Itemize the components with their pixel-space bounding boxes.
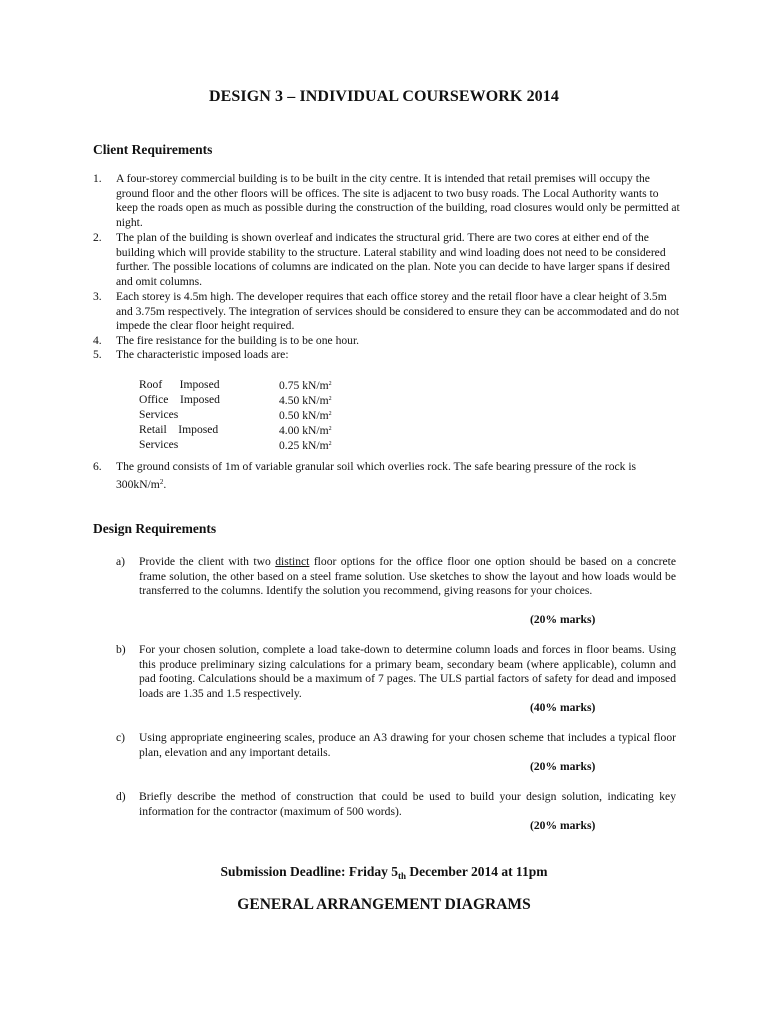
- load-name: Retail Imposed: [139, 423, 219, 436]
- design-item-c: [116, 731, 676, 760]
- document-title: DESIGN 3 – INDIVIDUAL COURSEWORK 2014: [209, 88, 559, 105]
- load-value: 0.75 $kN/m^2$: [279, 379, 332, 392]
- submission-deadline: Submission Deadline: Friday $5_{th}$ December 2014 at 11pm: [220, 864, 548, 881]
- item-text: The characteristic imposed loads are:: [116, 348, 289, 361]
- load-name: Services: [139, 438, 179, 451]
- item-text: Provide the client with two distinct floor options for the office floor one option should be based on a concrete frame solution, the other based on a steel frame solution. Use sketches to show the layout and how loads would be transferred to the columns. Identify the solution you recommend, giving reasons for your choices.: [139, 555, 676, 598]
- item-number: 5.: [93, 348, 102, 361]
- marks-label-d: (20% marks): [530, 819, 596, 832]
- load-value: 0.50 $kN/m^2$: [279, 409, 332, 422]
- client-requirements-heading: Client Requirements: [93, 142, 213, 157]
- load-row: [139, 392, 369, 407]
- item-text: A four-storey commercial building is to be built in the city centre. It is intended that retail premises will occupy the ground floor and the other floors will be offices. The site is adjacent to two busy roads. The Local Authority wants to keep the roads open as much as possible during the construction of the building, road closures would only be permitted at night.: [116, 172, 680, 229]
- load-row: [139, 377, 369, 392]
- design-item-a: [116, 555, 676, 599]
- item-text: The fire resistance for the building is to be one hour.: [116, 334, 360, 347]
- load-name: Roof Imposed: [139, 378, 220, 391]
- load-value: 0.25 $kN/m^2$: [279, 439, 332, 452]
- item-text: Using appropriate engineering scales, produce an A3 drawing for your chosen scheme that includes a typical floor plan, elevation and any important details.: [139, 731, 676, 759]
- client-item-4: [93, 334, 683, 349]
- client-item-1: [93, 172, 683, 230]
- client-item-3: [93, 290, 683, 334]
- client-item-2: [93, 231, 683, 289]
- marks-label-c: (20% marks): [530, 760, 596, 773]
- item-number: 6.: [93, 460, 102, 473]
- item-text: The plan of the building is shown overleaf and indicates the structural grid. There are two cores at either end of the building which will provide stability to the structure. Lateral stability and wind loading does not need to be considered further. The possible locations of columns are indicated on the plan. Note you can decide to have larger spans if desired and omit columns.: [116, 231, 670, 288]
- load-row: [139, 407, 369, 422]
- load-name: Office Imposed: [139, 393, 220, 406]
- underlined-word: distinct: [275, 555, 310, 568]
- item-text: For your chosen solution, complete a load take-down to determine column loads and forces in floor beams. Using this produce preliminary sizing calculations for a primary beam, secondary beam (where applicable), column and pad footing. Calculations should be a maximum of 7 pages. The ULS partial factors of safety for dead and imposed loads are 1.35 and 1.5 respectively.: [139, 643, 676, 700]
- item-letter: a): [116, 555, 126, 568]
- design-requirements-heading: Design Requirements: [93, 521, 217, 536]
- item-letter: d): [116, 790, 126, 803]
- load-row: [139, 422, 369, 437]
- load-value: 4.00 $kN/m^2$: [279, 424, 332, 437]
- item-text: The ground consists of 1m of variable granular soil which overlies rock. The safe bearing pressure of the rock is $300kN/m^2$.: [116, 460, 637, 491]
- item-letter: c): [116, 731, 126, 744]
- marks-label-b: (40% marks): [530, 701, 596, 714]
- imposed-loads-table: [139, 377, 369, 452]
- marks-label-a: (20% marks): [530, 613, 596, 626]
- load-row: [139, 437, 369, 452]
- load-name: Services: [139, 408, 179, 421]
- item-text: Briefly describe the method of construction that could be used to build your design solution, indicating key information for the contractor (maximum of 500 words).: [139, 790, 676, 818]
- item-number: 1.: [93, 172, 102, 185]
- item-number: 3.: [93, 290, 102, 303]
- item-number: 4.: [93, 334, 102, 347]
- item-number: 2.: [93, 231, 102, 244]
- client-item-5: [93, 348, 683, 363]
- design-item-d: [116, 790, 676, 819]
- general-arrangement-heading: GENERAL ARRANGEMENT DIAGRAMS: [237, 896, 531, 913]
- design-item-b: [116, 643, 676, 701]
- item-letter: b): [116, 643, 126, 656]
- item-text: Each storey is 4.5m high. The developer requires that each office storey and the retail floor have a clear height of 3.5m and 3.75m respectively. The integration of services should be considered to ensure they can be accommodated and do not impede the clear floor height required.: [116, 290, 680, 333]
- client-item-6: [93, 460, 683, 492]
- load-value: 4.50 $kN/m^2$: [279, 394, 332, 407]
